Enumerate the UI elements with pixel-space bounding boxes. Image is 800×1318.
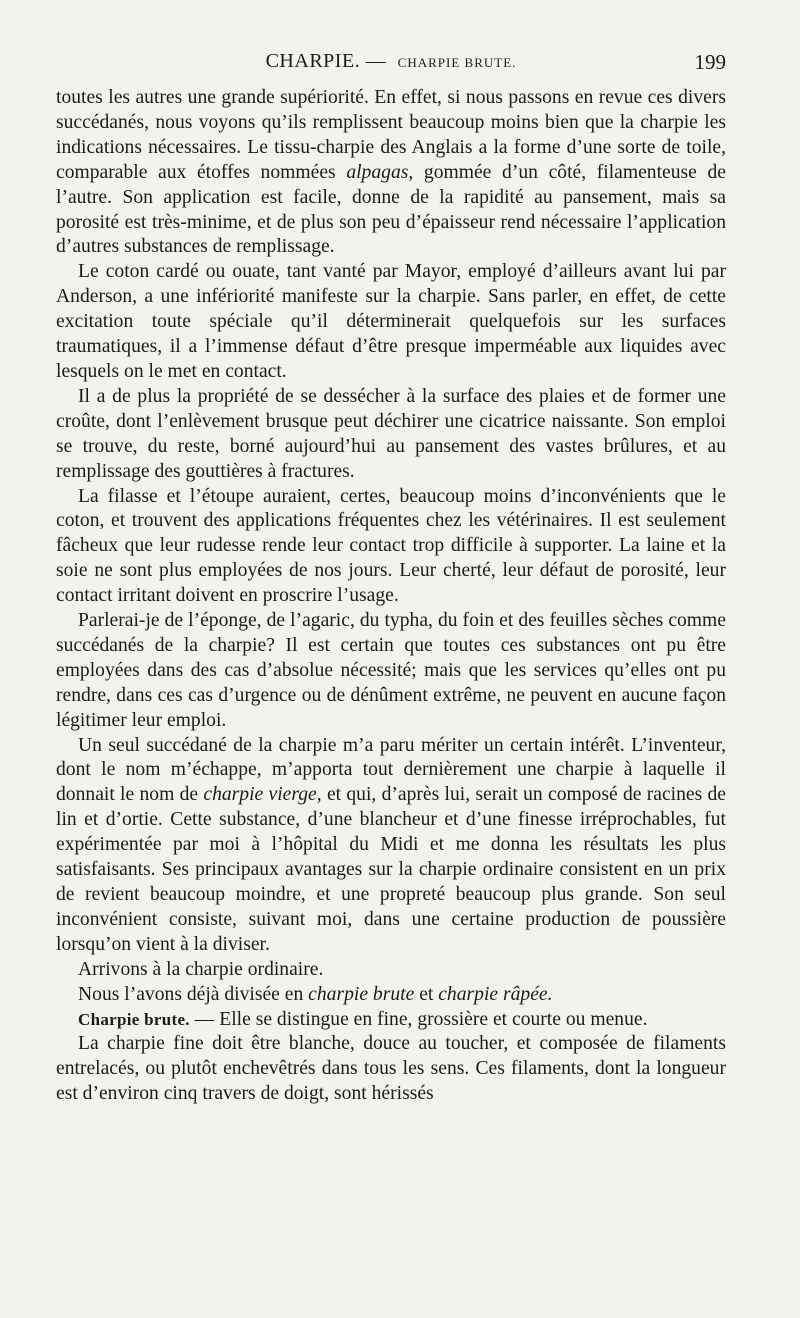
page-number: 199 [694,50,726,74]
paragraph: La charpie fine doit être blanche, douce au toucher, et composée de filaments entrelacés, ou plutôt enchevêtrés dans tous les sens. Ces filaments, dont la longueur est d’environ cinq travers de doigt, sont hérissés [56,1033,726,1105]
section-heading: Charpie brute. [78,1009,190,1029]
page-body [56,86,726,1107]
italic-term: charpie râpée. [438,983,553,1005]
chapter-title: CHARPIE. [265,50,361,72]
section-subtitle: CHARPIE BRUTE. [397,55,517,70]
italic-term: alpagas, [346,161,414,183]
paragraph: Arrivons à la charpie ordinaire. [78,958,324,980]
paragraph: Parlerai-je de l’éponge, de l’agaric, du typha, du foin et des feuilles sèches comme succédanés de la charpie? Il est certain que toutes ces substances ont pu être employées dans des cas d’absolue nécessité; mais que les services qu’elles ont pu rendre, dans ces cas d’urgence ou de dénûment extrême, ne peuvent en aucune façon légitimer leur emploi. [56,610,726,731]
paragraph: Il a de plus la propriété de se dessécher à la surface des plaies et de former une croûte, dont l’enlèvement brusque peut déchirer une cicatrice naissante. Son emploi se trouve, du reste, borné aujourd’hui au pansement des vastes brûlures, et au remplissage des gouttières à fractures. [56,385,726,482]
page-header [56,50,726,80]
running-title [56,50,726,73]
paragraph: La filasse et l’étoupe auraient, certes, beaucoup moins d’inconvénients que le coton, et trouvent des applications fréquentes chez les vétérinaires. Il est seulement fâcheux que leur rudesse rende leur contact trop difficile à supporter. La laine et la soie ne sont plus employées de nos jours. Leur cherté, leur défaut de porosité, leur contact irritant doivent en proscrire l’usage. [56,485,726,607]
paragraph: Un seul succédané de la charpie m’a paru mériter un certain intérêt. L’inventeur, dont le nom m’échappe, m’apporta tout dernièrement une charpie à laquelle il donnait le nom de charpie vierge, et qui, d’après lui, serait un composé de racines de lin et d’ortie. Cette substance, d’une blancheur et d’une finesse irréprochables, fut expérimentée par moi à l’hôpital du Midi et me donna les résultats les plus satisfaisants. Ses principaux avantages sur la charpie ordinaire consistent en un prix de revient beaucoup moindre, et une propreté beaucoup plus grande. Son seul inconvénient consiste, suivant moi, dans une certaine production de poussière lorsqu’on vient à la diviser. [56,734,726,955]
paragraph: Nous l’avons déjà divisée en charpie brute et charpie râpée. [78,983,553,1005]
italic-term: charpie vierge, [203,784,322,806]
title-dash: — [365,50,387,72]
paragraph: Charpie brute. — Elle se distingue en fine, grossière et courte ou menue. [78,1008,648,1030]
italic-term: charpie brute [308,983,415,1005]
paragraph: Le coton cardé ou ouate, tant vanté par Mayor, employé d’ailleurs avant lui par Anderson, a une infériorité manifeste sur la charpie. Sans parler, en effet, de cette excitation toute spéciale qu’il déterminerait quelquefois sur les surfaces traumatiques, il a l’immense défaut d’être presque imperméable aux liquides avec lesquels on le met en contact. [56,261,726,382]
paragraph: toutes les autres une grande supériorité. En effet, si nous passons en revue ces divers succédanés, nous voyons qu’ils remplissent beaucoup moins bien que la charpie les indications nécessaires. Le tissu-charpie des Anglais a la forme d’une sorte de toile, comparable aux étoffes nommées alpagas, gommée d’un côté, filamenteuse de l’autre. Son application est facile, donne de la rapidité au pansement, mais sa porosité est très-minime, et de plus son peu d’épaisseur rend nécessaire l’application d’autres substances de remplissage. [56,87,726,258]
